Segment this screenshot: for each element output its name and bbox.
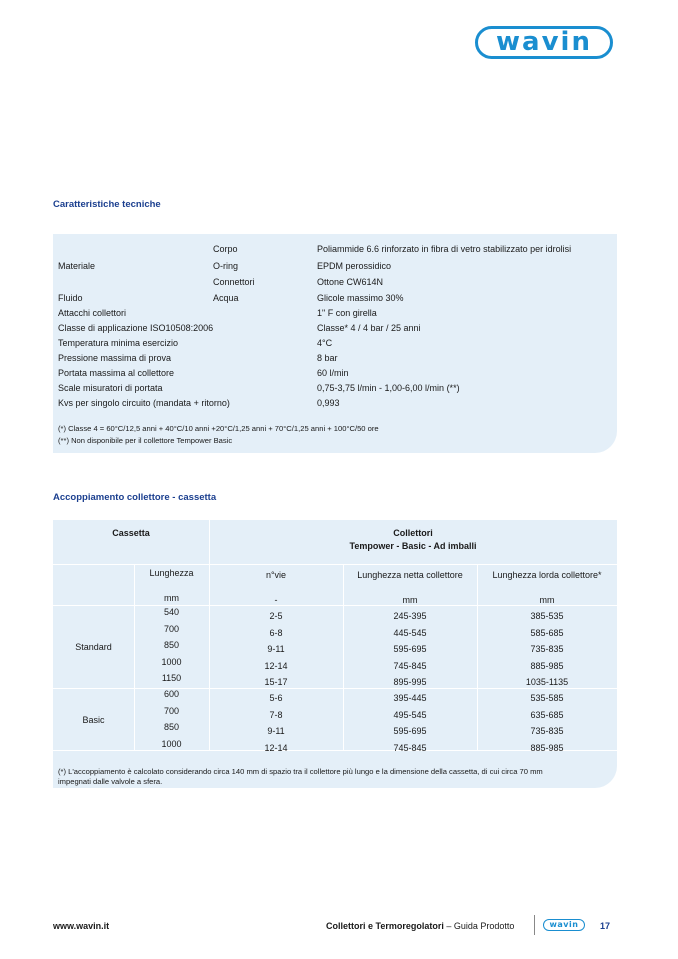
tech-cell: Classe* 4 / 4 bar / 25 anni [317,323,421,333]
tech-cell: 1" F con girella [317,308,377,318]
coupling-cell: 595-695 [393,644,427,654]
tech-cell: O-ring [213,261,239,271]
coupling-cell: 2-5 [269,611,283,621]
coupling-cell: 1150 [161,673,182,683]
coupling-cell: 1000 [161,738,182,749]
coupling-cell: 895-995 [393,677,427,687]
page-number: 17 [600,921,611,931]
coupling-cell: 635-685 [530,709,564,720]
col-header-netta: Lunghezza netta collettore [357,570,463,580]
coupling-cell: 850 [163,722,180,732]
tech-cell: Attacchi collettori [58,308,127,318]
coupling-cell: 1000 [161,656,182,667]
tech-cell: Materiale [58,261,96,271]
tech-cell: EPDM perossidico [317,261,392,271]
tech-note: (**) Non disponibile per il collettore Tempower Basic [58,436,233,445]
tech-specs-table [53,234,617,453]
tech-cell: 0,993 [317,398,340,408]
coupling-cell: 495-545 [393,709,427,720]
tech-cell: Temperatura minima esercizio [58,338,179,348]
coupling-cell: 9-11 [267,726,285,736]
group-label-basic: Basic [82,715,105,725]
footer-logo-text: wavin [549,919,579,929]
coupling-table [53,520,617,788]
footer-title-rest: – Guida Prodotto [443,921,515,931]
tech-section-title: Caratteristiche tecniche [53,199,161,210]
tech-cell: 60 l/min [317,368,349,378]
acc-note: impegnati dalle valvole a sfera. [58,777,163,786]
coupling-cell: 5-6 [269,693,283,703]
group-label-standard: Standard [75,642,112,652]
tech-cell: Glicole massimo 30% [317,293,404,303]
coupling-cell: 9-11 [267,644,285,654]
coupling-cell: 395-445 [393,693,427,703]
coupling-cell: 535-585 [530,693,564,703]
grid-line [53,564,617,565]
coupling-cell: 6-8 [269,627,283,638]
coupling-cell: 700 [163,705,180,716]
tech-cell: Scale misuratori di portata [58,383,163,393]
coupling-cell: 885-985 [530,660,564,671]
unit-cell: mm [539,595,555,605]
tech-cell: Acqua [213,293,239,303]
col-header-vie: n°vie [265,570,287,580]
tech-cell: Pressione massima di prova [58,353,172,363]
footer-title-bold: Collettori e Termoregolatori [326,921,444,931]
coupling-cell: 12-14 [264,660,288,671]
tech-cell: Portata massima al collettore [58,368,175,378]
tech-cell: 8 bar [317,353,338,363]
coupling-cell: 745-845 [393,742,427,753]
coupling-cell: 745-845 [393,660,427,671]
coupling-cell: 600 [163,689,180,699]
header-collettori-sub: Tempower - Basic - Ad imballi [349,541,477,551]
logo-text: wavin [496,26,592,57]
coupling-cell: 15-17 [264,677,288,687]
coupling-cell: 700 [163,623,180,634]
coupling-cell: 850 [163,640,180,650]
tech-cell: Fluido [58,293,83,303]
coupling-cell: 735-835 [530,726,564,736]
footer-divider [534,915,535,935]
tech-note: (*) Classe 4 = 60°C/12,5 anni + 40°C/10 anni +20°C/1,25 anni + 70°C/1,25 anni + 100°C/50 ore [58,424,379,433]
footer-title [326,921,514,931]
tech-cell: Kvs per singolo circuito (mandata + ritorno) [58,398,230,408]
col-header-lorda: Lunghezza lorda collettore* [492,570,602,580]
coupling-cell: 12-14 [264,742,288,753]
tech-cell: Ottone CW614N [317,277,384,287]
header-collettori: Collettori [393,528,433,538]
coupling-cell: 735-835 [530,644,564,654]
footer-website[interactable]: www.wavin.it [53,921,110,931]
unit-cell: mm [402,595,418,605]
coupling-cell: 445-545 [393,627,427,638]
tech-cell: 0,75-3,75 l/min - 1,00-6,00 l/min (**) [317,383,460,393]
coupling-cell: 885-985 [530,742,564,753]
acc-section-title: Accoppiamento collettore - cassetta [53,492,217,503]
grid-line [477,564,478,750]
unit-cell: - [274,595,278,605]
tech-cell: 4°C [317,338,333,348]
coupling-cell: 245-395 [393,611,427,621]
coupling-cell: 1035-1135 [525,677,569,687]
coupling-cell: 7-8 [269,709,283,720]
footer-wavin-logo [543,919,585,931]
header-cassetta: Cassetta [112,528,150,538]
col-header-lunghezza: Lunghezza [149,568,194,578]
coupling-cell: 540 [163,607,180,617]
coupling-cell: 595-695 [393,726,427,736]
coupling-cell: 385-535 [530,611,564,621]
coupling-cell: 585-685 [530,627,564,638]
tech-cell: Poliammide 6.6 rinforzato in fibra di vetro stabilizzato per idrolisi [317,244,572,254]
tech-cell: Corpo [213,244,238,254]
tech-cell: Classe di applicazione ISO10508:2006 [58,323,214,333]
wavin-logo [475,26,613,59]
tech-cell: Connettori [213,277,255,287]
acc-note: (*) L'accoppiamento è calcolato considerando circa 140 mm di spazio tra il collettore più lungo e la dimensione della cassetta, di cui circa 70 mm [58,767,543,776]
grid-line [343,564,344,750]
unit-cell: mm [164,593,179,603]
